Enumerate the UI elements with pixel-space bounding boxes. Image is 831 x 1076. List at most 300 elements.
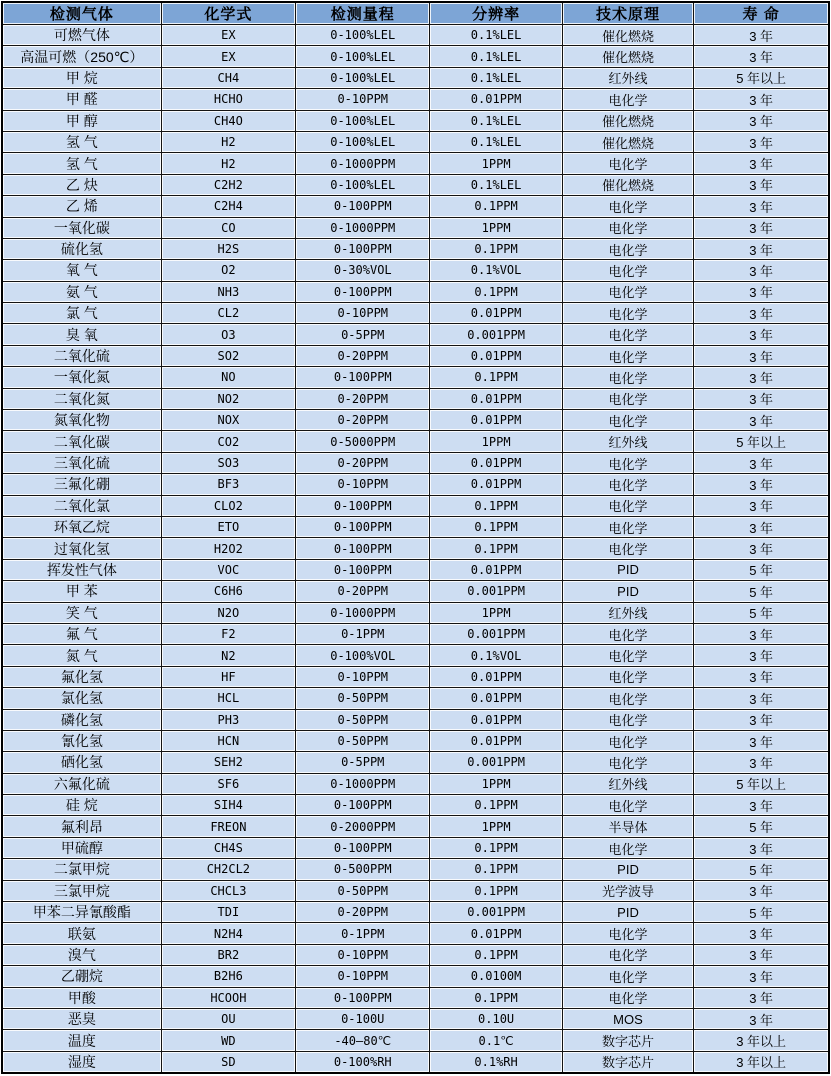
table-cell-lifespan: 5 年 <box>694 581 829 602</box>
table-cell-lifespan: 3 年 <box>694 538 829 559</box>
table-cell-resolution: 0.1PPM <box>430 367 562 388</box>
table-cell-principle: 电化学 <box>562 730 693 751</box>
table-cell-principle: 催化燃烧 <box>562 46 693 67</box>
table-row <box>2 837 829 858</box>
table-cell-principle: 电化学 <box>562 260 693 281</box>
table-cell-resolution: 0.1%RH <box>430 1051 562 1073</box>
table-cell-gas: 磷化氢 <box>2 709 161 730</box>
table-cell-gas: 氢 气 <box>2 131 161 152</box>
table-cell-resolution: 1PPM <box>430 431 562 452</box>
table-cell-formula: TDI <box>161 902 295 923</box>
table-cell-range: 0-30%VOL <box>296 260 430 281</box>
table-cell-formula: EX <box>161 25 295 46</box>
table-cell-resolution: 0.1%VOL <box>430 260 562 281</box>
table-cell-range: 0-100PPM <box>296 495 430 516</box>
table-cell-formula: O2 <box>161 260 295 281</box>
table-cell-gas: 硫化氢 <box>2 238 161 259</box>
table-cell-lifespan: 3 年 <box>694 944 829 965</box>
table-cell-lifespan: 3 年 <box>694 153 829 174</box>
table-cell-gas: 二氯甲烷 <box>2 859 161 880</box>
table-cell-formula: SIH4 <box>161 795 295 816</box>
table-cell-lifespan: 3 年 <box>694 131 829 152</box>
table-cell-gas: 恶臭 <box>2 1008 161 1029</box>
table-cell-range: 0-50PPM <box>296 709 430 730</box>
table-cell-range: 0-10PPM <box>296 666 430 687</box>
table-cell-lifespan: 3 年 <box>694 281 829 302</box>
table-cell-principle: PID <box>562 581 693 602</box>
table-cell-resolution: 0.1%VOL <box>430 645 562 666</box>
table-cell-formula: SO2 <box>161 345 295 366</box>
table-cell-principle: 红外线 <box>562 431 693 452</box>
table-cell-gas: 笑 气 <box>2 602 161 623</box>
table-cell-lifespan: 3 年 <box>694 174 829 195</box>
table-cell-principle: 红外线 <box>562 67 693 88</box>
table-cell-lifespan: 3 年 <box>694 452 829 473</box>
table-cell-principle: PID <box>562 559 693 580</box>
table-cell-gas: 氰化氢 <box>2 730 161 751</box>
table-cell-resolution: 0.1%LEL <box>430 174 562 195</box>
table-cell-range: 0-10PPM <box>296 474 430 495</box>
table-cell-formula: C2H2 <box>161 174 295 195</box>
table-cell-resolution: 0.1PPM <box>430 837 562 858</box>
table-cell-resolution: 0.1PPM <box>430 944 562 965</box>
table-cell-formula: NOX <box>161 410 295 431</box>
table-cell-gas: 乙硼烷 <box>2 966 161 987</box>
table-cell-lifespan: 3 年 <box>694 110 829 131</box>
table-cell-range: 0-1000PPM <box>296 153 430 174</box>
table-cell-resolution: 0.0100M <box>430 966 562 987</box>
table-cell-lifespan: 3 年 <box>694 196 829 217</box>
table-cell-formula: SF6 <box>161 773 295 794</box>
table-cell-resolution: 0.1PPM <box>430 196 562 217</box>
table-cell-lifespan: 3 年 <box>694 645 829 666</box>
table-row <box>2 688 829 709</box>
table-cell-range: 0-100%RH <box>296 1051 430 1073</box>
table-cell-range: 0-1000PPM <box>296 602 430 623</box>
table-cell-formula: SO3 <box>161 452 295 473</box>
table-cell-gas: 三氟化硼 <box>2 474 161 495</box>
table-header <box>2 2 829 25</box>
table-cell-principle: 电化学 <box>562 196 693 217</box>
table-cell-resolution: 0.01PPM <box>430 388 562 409</box>
table-cell-principle: 电化学 <box>562 516 693 537</box>
table-row <box>2 966 829 987</box>
table-cell-resolution: 0.01PPM <box>430 923 562 944</box>
table-cell-formula: SEH2 <box>161 752 295 773</box>
table-cell-lifespan: 5 年 <box>694 559 829 580</box>
table-cell-lifespan: 3 年 <box>694 46 829 67</box>
table-cell-lifespan: 3 年 <box>694 923 829 944</box>
table-cell-principle: 光学波导 <box>562 880 693 901</box>
table-row <box>2 1030 829 1051</box>
table-cell-range: 0-50PPM <box>296 880 430 901</box>
table-cell-lifespan: 3 年 <box>694 837 829 858</box>
table-cell-formula: VOC <box>161 559 295 580</box>
table-cell-formula: WD <box>161 1030 295 1051</box>
table-cell-lifespan: 5 年以上 <box>694 773 829 794</box>
table-cell-formula: BR2 <box>161 944 295 965</box>
table-cell-formula: HCL <box>161 688 295 709</box>
table-cell-gas: 硅 烷 <box>2 795 161 816</box>
column-header-gas: 检测气体 <box>2 2 161 25</box>
table-row <box>2 153 829 174</box>
table-row <box>2 880 829 901</box>
column-header-principle: 技术原理 <box>562 2 693 25</box>
table-cell-range: 0-100PPM <box>296 238 430 259</box>
table-cell-gas: 氟 气 <box>2 623 161 644</box>
table-row <box>2 752 829 773</box>
table-cell-gas: 二氧化硫 <box>2 345 161 366</box>
table-cell-resolution: 0.001PPM <box>430 581 562 602</box>
table-cell-range: 0-100%VOL <box>296 645 430 666</box>
table-row <box>2 238 829 259</box>
table-cell-formula: CH4O <box>161 110 295 131</box>
table-cell-range: 0-100PPM <box>296 196 430 217</box>
table-cell-formula: N2H4 <box>161 923 295 944</box>
table-cell-gas: 环氧乙烷 <box>2 516 161 537</box>
table-row <box>2 431 829 452</box>
table-cell-principle: 电化学 <box>562 966 693 987</box>
table-row <box>2 174 829 195</box>
table-row <box>2 944 829 965</box>
table-cell-resolution: 0.01PPM <box>430 666 562 687</box>
table-cell-principle: 电化学 <box>562 324 693 345</box>
table-cell-resolution: 0.1PPM <box>430 516 562 537</box>
table-cell-range: 0-100PPM <box>296 987 430 1008</box>
table-cell-principle: 电化学 <box>562 452 693 473</box>
table-cell-resolution: 0.01PPM <box>430 709 562 730</box>
table-cell-resolution: 1PPM <box>430 816 562 837</box>
table-row <box>2 410 829 431</box>
table-cell-lifespan: 5 年 <box>694 816 829 837</box>
table-cell-principle: 红外线 <box>562 773 693 794</box>
table-cell-principle: 电化学 <box>562 238 693 259</box>
table-cell-formula: B2H6 <box>161 966 295 987</box>
table-cell-range: -40—80℃ <box>296 1030 430 1051</box>
table-cell-gas: 乙 炔 <box>2 174 161 195</box>
table-cell-formula: HF <box>161 666 295 687</box>
table-row <box>2 730 829 751</box>
table-cell-range: 0-500PPM <box>296 859 430 880</box>
table-cell-range: 0-100PPM <box>296 516 430 537</box>
table-cell-principle: MOS <box>562 1008 693 1029</box>
table-cell-resolution: 0.1%LEL <box>430 67 562 88</box>
table-cell-formula: O3 <box>161 324 295 345</box>
table-row <box>2 474 829 495</box>
table-cell-range: 0-5000PPM <box>296 431 430 452</box>
table-row <box>2 495 829 516</box>
table-cell-gas: 一氧化氮 <box>2 367 161 388</box>
table-cell-formula: H2 <box>161 153 295 174</box>
table-cell-resolution: 0.001PPM <box>430 752 562 773</box>
table-cell-gas: 乙 烯 <box>2 196 161 217</box>
table-cell-lifespan: 3 年 <box>694 410 829 431</box>
table-row <box>2 25 829 46</box>
table-cell-lifespan: 3 年 <box>694 730 829 751</box>
table-cell-principle: 红外线 <box>562 602 693 623</box>
table-cell-lifespan: 3 年 <box>694 495 829 516</box>
table-cell-range: 0-10PPM <box>296 303 430 324</box>
table-cell-range: 0-100PPM <box>296 538 430 559</box>
table-row <box>2 902 829 923</box>
table-cell-formula: F2 <box>161 623 295 644</box>
table-cell-gas: 溴气 <box>2 944 161 965</box>
table-cell-gas: 氨 气 <box>2 281 161 302</box>
table-cell-principle: 电化学 <box>562 345 693 366</box>
table-cell-formula: SD <box>161 1051 295 1073</box>
table-cell-gas: 甲 烷 <box>2 67 161 88</box>
table-row <box>2 260 829 281</box>
table-cell-principle: 电化学 <box>562 217 693 238</box>
table-cell-principle: 半导体 <box>562 816 693 837</box>
table-cell-lifespan: 3 年以上 <box>694 1051 829 1073</box>
table-cell-lifespan: 3 年以上 <box>694 1030 829 1051</box>
table-cell-resolution: 0.1PPM <box>430 538 562 559</box>
table-cell-resolution: 0.1%LEL <box>430 25 562 46</box>
table-cell-range: 0-10PPM <box>296 89 430 110</box>
table-cell-range: 0-100PPM <box>296 837 430 858</box>
table-cell-lifespan: 5 年以上 <box>694 431 829 452</box>
table-cell-gas: 硒化氢 <box>2 752 161 773</box>
table-cell-range: 0-100%LEL <box>296 67 430 88</box>
table-cell-formula: BF3 <box>161 474 295 495</box>
table-row <box>2 987 829 1008</box>
table-cell-principle: 电化学 <box>562 495 693 516</box>
table-row <box>2 516 829 537</box>
table-cell-lifespan: 5 年 <box>694 902 829 923</box>
header-row <box>2 2 829 25</box>
table-cell-principle: 催化燃烧 <box>562 25 693 46</box>
table-cell-resolution: 1PPM <box>430 602 562 623</box>
table-cell-gas: 二氧化碳 <box>2 431 161 452</box>
table-cell-gas: 湿度 <box>2 1051 161 1073</box>
table-cell-gas: 氧 气 <box>2 260 161 281</box>
table-cell-formula: CHCL3 <box>161 880 295 901</box>
table-cell-lifespan: 3 年 <box>694 752 829 773</box>
table-cell-gas: 氢 气 <box>2 153 161 174</box>
table-cell-gas: 六氟化硫 <box>2 773 161 794</box>
table-cell-resolution: 0.01PPM <box>430 452 562 473</box>
table-row <box>2 452 829 473</box>
table-cell-resolution: 1PPM <box>430 153 562 174</box>
table-cell-formula: HCOOH <box>161 987 295 1008</box>
table-cell-lifespan: 3 年 <box>694 987 829 1008</box>
table-cell-principle: 数字芯片 <box>562 1030 693 1051</box>
table-cell-gas: 甲酸 <box>2 987 161 1008</box>
table-cell-gas: 温度 <box>2 1030 161 1051</box>
table-cell-lifespan: 3 年 <box>694 238 829 259</box>
table-cell-range: 0-5PPM <box>296 752 430 773</box>
table-cell-range: 0-100%LEL <box>296 46 430 67</box>
table-cell-range: 0-100U <box>296 1008 430 1029</box>
table-cell-gas: 氯 气 <box>2 303 161 324</box>
table-cell-resolution: 0.1PPM <box>430 495 562 516</box>
table-cell-lifespan: 3 年 <box>694 1008 829 1029</box>
table-cell-principle: 电化学 <box>562 474 693 495</box>
table-cell-lifespan: 3 年 <box>694 474 829 495</box>
table-cell-formula: PH3 <box>161 709 295 730</box>
table-cell-principle: 电化学 <box>562 281 693 302</box>
table-row <box>2 89 829 110</box>
table-cell-formula: C6H6 <box>161 581 295 602</box>
table-cell-principle: PID <box>562 902 693 923</box>
table-cell-gas: 甲硫醇 <box>2 837 161 858</box>
table-cell-resolution: 0.1%LEL <box>430 110 562 131</box>
table-cell-lifespan: 3 年 <box>694 880 829 901</box>
table-cell-resolution: 0.1PPM <box>430 281 562 302</box>
table-row <box>2 581 829 602</box>
table-cell-range: 0-1PPM <box>296 623 430 644</box>
table-cell-formula: H2S <box>161 238 295 259</box>
table-row <box>2 217 829 238</box>
table-cell-principle: PID <box>562 859 693 880</box>
table-cell-formula: HCHO <box>161 89 295 110</box>
table-cell-principle: 电化学 <box>562 923 693 944</box>
table-cell-resolution: 0.01PPM <box>430 688 562 709</box>
table-cell-lifespan: 3 年 <box>694 709 829 730</box>
table-cell-resolution: 0.01PPM <box>430 345 562 366</box>
table-cell-formula: CH2CL2 <box>161 859 295 880</box>
table-row <box>2 131 829 152</box>
table-row <box>2 46 829 67</box>
table-cell-gas: 氟化氢 <box>2 666 161 687</box>
table-cell-formula: OU <box>161 1008 295 1029</box>
table-cell-resolution: 0.001PPM <box>430 623 562 644</box>
table-cell-gas: 三氯甲烷 <box>2 880 161 901</box>
table-cell-range: 0-50PPM <box>296 730 430 751</box>
table-cell-lifespan: 3 年 <box>694 688 829 709</box>
table-cell-principle: 电化学 <box>562 623 693 644</box>
table-row <box>2 709 829 730</box>
table-cell-lifespan: 5 年 <box>694 859 829 880</box>
table-cell-formula: NH3 <box>161 281 295 302</box>
table-row <box>2 666 829 687</box>
column-header-range: 检测量程 <box>296 2 430 25</box>
table-cell-resolution: 0.01PPM <box>430 730 562 751</box>
table-row <box>2 538 829 559</box>
table-cell-principle: 电化学 <box>562 666 693 687</box>
table-row <box>2 859 829 880</box>
table-cell-range: 0-100PPM <box>296 795 430 816</box>
table-cell-gas: 甲 醇 <box>2 110 161 131</box>
table-cell-gas: 高温可燃（250℃） <box>2 46 161 67</box>
table-cell-resolution: 0.1PPM <box>430 880 562 901</box>
table-cell-lifespan: 3 年 <box>694 795 829 816</box>
table-cell-lifespan: 3 年 <box>694 89 829 110</box>
column-header-resolution: 分辨率 <box>430 2 562 25</box>
table-cell-formula: CLO2 <box>161 495 295 516</box>
table-cell-formula: EX <box>161 46 295 67</box>
table-cell-principle: 电化学 <box>562 709 693 730</box>
table-row <box>2 816 829 837</box>
table-row <box>2 281 829 302</box>
table-cell-formula: NO <box>161 367 295 388</box>
table-cell-resolution: 1PPM <box>430 217 562 238</box>
table-cell-resolution: 0.1PPM <box>430 795 562 816</box>
column-header-lifespan: 寿 命 <box>694 2 829 25</box>
table-cell-gas: 氟利昂 <box>2 816 161 837</box>
table-cell-range: 0-20PPM <box>296 410 430 431</box>
column-header-formula: 化学式 <box>161 2 295 25</box>
table-cell-formula: H2 <box>161 131 295 152</box>
table-cell-formula: N2O <box>161 602 295 623</box>
table-cell-resolution: 0.01PPM <box>430 559 562 580</box>
table-cell-principle: 电化学 <box>562 752 693 773</box>
table-cell-range: 0-100%LEL <box>296 110 430 131</box>
table-cell-principle: 电化学 <box>562 645 693 666</box>
table-cell-gas: 氮氧化物 <box>2 410 161 431</box>
table-cell-range: 0-1000PPM <box>296 773 430 794</box>
table-row <box>2 645 829 666</box>
table-row <box>2 1008 829 1029</box>
table-cell-principle: 电化学 <box>562 89 693 110</box>
table-cell-resolution: 0.001PPM <box>430 902 562 923</box>
table-row <box>2 1051 829 1073</box>
table-cell-principle: 电化学 <box>562 538 693 559</box>
table-row <box>2 324 829 345</box>
table-cell-resolution: 0.1%LEL <box>430 46 562 67</box>
table-cell-formula: CO <box>161 217 295 238</box>
table-cell-gas: 二氧化氯 <box>2 495 161 516</box>
table-row <box>2 923 829 944</box>
table-cell-range: 0-10PPM <box>296 944 430 965</box>
table-cell-resolution: 0.01PPM <box>430 474 562 495</box>
table-cell-range: 0-100PPM <box>296 559 430 580</box>
table-cell-gas: 甲 醛 <box>2 89 161 110</box>
table-cell-range: 0-20PPM <box>296 345 430 366</box>
table-cell-gas: 一氧化碳 <box>2 217 161 238</box>
table-cell-gas: 过氧化氢 <box>2 538 161 559</box>
table-cell-lifespan: 3 年 <box>694 217 829 238</box>
table-cell-resolution: 0.01PPM <box>430 303 562 324</box>
table-cell-formula: CH4 <box>161 67 295 88</box>
table-cell-formula: N2 <box>161 645 295 666</box>
table-cell-principle: 电化学 <box>562 688 693 709</box>
table-cell-resolution: 0.1PPM <box>430 859 562 880</box>
table-cell-gas: 臭 氧 <box>2 324 161 345</box>
table-cell-formula: ETO <box>161 516 295 537</box>
table-cell-principle: 电化学 <box>562 410 693 431</box>
table-cell-resolution: 0.1℃ <box>430 1030 562 1051</box>
table-cell-gas: 氯化氢 <box>2 688 161 709</box>
table-cell-formula: H2O2 <box>161 538 295 559</box>
table-cell-range: 0-5PPM <box>296 324 430 345</box>
table-cell-resolution: 0.1PPM <box>430 238 562 259</box>
table-cell-lifespan: 3 年 <box>694 345 829 366</box>
table-cell-range: 0-20PPM <box>296 581 430 602</box>
gas-detection-spec-table <box>1 1 830 1074</box>
table-row <box>2 345 829 366</box>
table-cell-resolution: 0.1PPM <box>430 987 562 1008</box>
table-cell-lifespan: 3 年 <box>694 388 829 409</box>
table-cell-range: 0-100PPM <box>296 367 430 388</box>
table-cell-range: 0-2000PPM <box>296 816 430 837</box>
table-cell-resolution: 0.10U <box>430 1008 562 1029</box>
table-cell-formula: FREON <box>161 816 295 837</box>
table-cell-range: 0-20PPM <box>296 902 430 923</box>
table-cell-resolution: 0.1%LEL <box>430 131 562 152</box>
table-cell-formula: C2H4 <box>161 196 295 217</box>
table-cell-principle: 电化学 <box>562 795 693 816</box>
table-cell-principle: 电化学 <box>562 153 693 174</box>
table-cell-gas: 氮 气 <box>2 645 161 666</box>
table-cell-lifespan: 3 年 <box>694 966 829 987</box>
table-cell-range: 0-50PPM <box>296 688 430 709</box>
table-cell-lifespan: 3 年 <box>694 260 829 281</box>
table-cell-lifespan: 3 年 <box>694 25 829 46</box>
table-cell-resolution: 0.01PPM <box>430 410 562 431</box>
table-cell-lifespan: 5 年 <box>694 602 829 623</box>
